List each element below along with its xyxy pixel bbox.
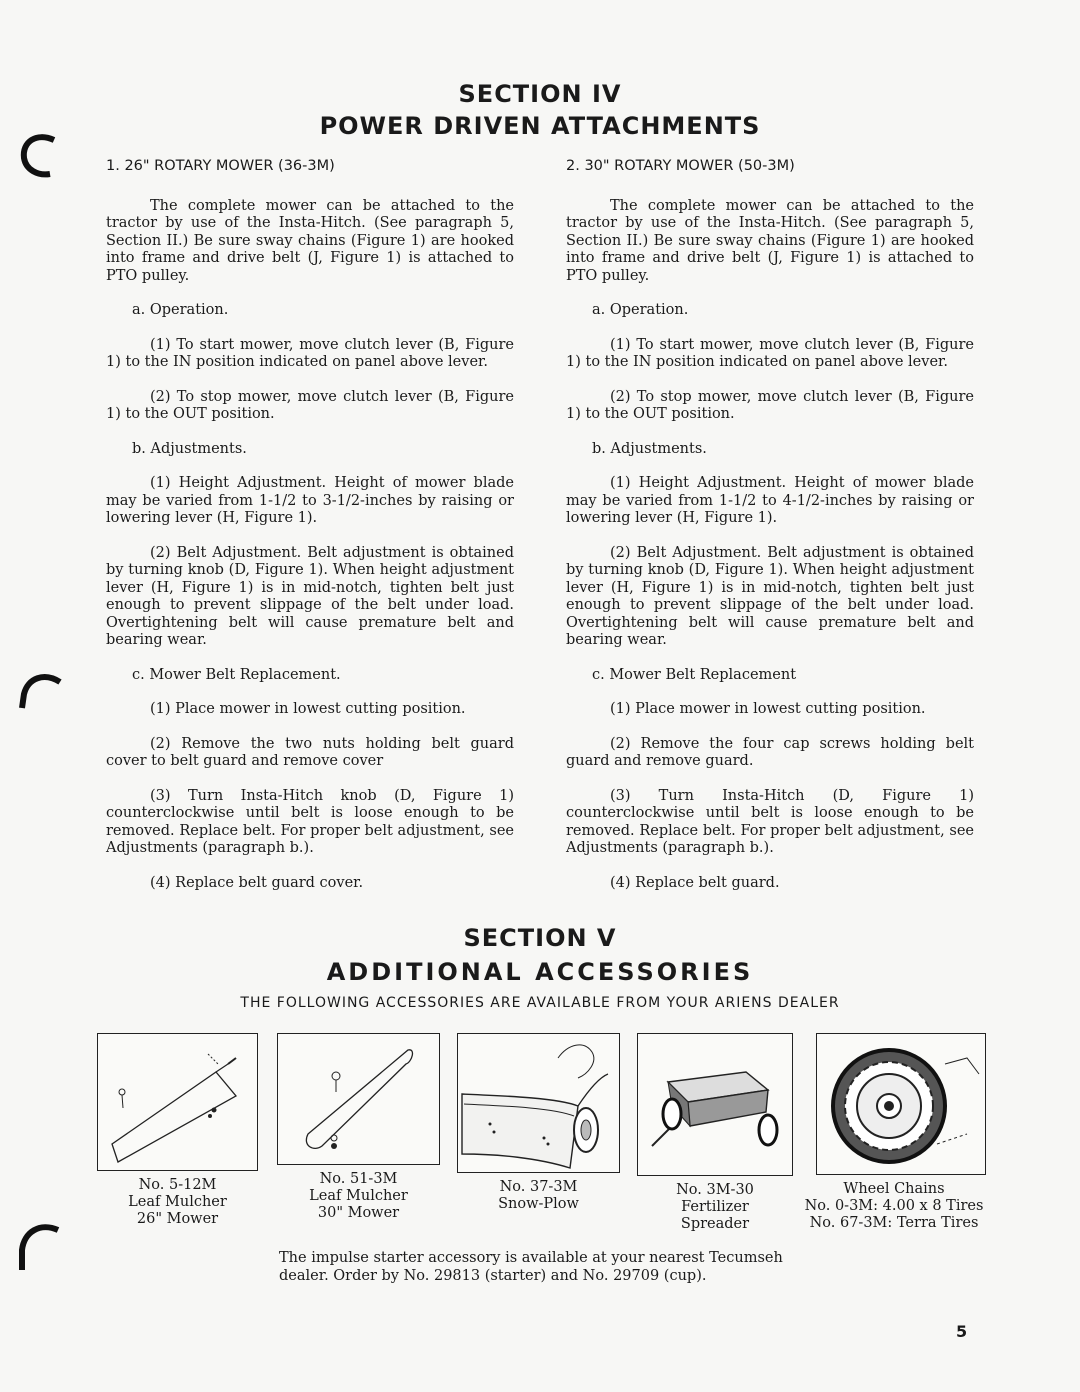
left-heading: 1. 26" ROTARY MOWER (36-3M) [106,158,335,174]
right-replacement-step-2: (2) Remove the four cap screws holding belt guard and remove guard. [566,735,974,769]
right-operation-label: a. Operation. [592,302,689,318]
left-operation-step-1: (1) To start mower, move clutch lever (B, Figure 1) to the IN position indicated on panel above lever. [106,336,514,370]
accessory-snow-plow [457,1033,620,1213]
leaf-mulcher-30-illustration [277,1033,440,1165]
spreader-icon [638,1034,791,1172]
snow-plow-icon [458,1034,618,1169]
right-operation-step-2: (2) To stop mower, move clutch lever (B, Figure 1) to the OUT position. [566,388,974,422]
right-operation-step-1: (1) To start mower, move clutch lever (B, Figure 1) to the IN position indicated on panel above lever. [566,336,974,370]
section-iv-subtitle: POWER DRIVEN ATTACHMENTS [319,112,761,140]
leaf-mulcher-26-illustration [97,1033,258,1171]
accessory-caption: No. 37-3M Snow-Plow [498,1179,579,1212]
right-replacement-step-3: (3) Turn Insta-Hitch (D, Figure 1) counterclockwise until belt is loose enough to be removed. Replace belt. For proper belt adjustment, see Adjustments (paragraph b.). [566,787,974,856]
left-replacement-step-1: (1) Place mower in lowest cutting position. [150,701,466,717]
binder-hole-mark [16,668,64,712]
accessory-leaf-mulcher-26 [97,1033,258,1228]
snow-plow-illustration [457,1033,620,1173]
left-adjustments-label: b. Adjustments. [132,440,247,457]
wheel-chain-icon [817,1034,984,1171]
accessory-caption: No. 51-3M Leaf Mulcher 30" Mower [309,1171,408,1221]
left-intro: The complete mower can be attached to the tractor by use of the Insta-Hitch. (See paragraph 5, Section II.) Be sure sway chains (Figure 1) are hooked into frame and drive belt (J, Figure 1) is attached to PTO pulley. [106,197,514,284]
accessory-fertilizer-spreader [637,1033,793,1233]
accessory-wheel-chains [804,1033,986,1232]
accessories-availability-note: THE FOLLOWING ACCESSORIES ARE AVAILABLE FROM YOUR ARIENS DEALER [240,995,840,1011]
accessory-caption: Wheel Chains No. 0-3M: 4.00 x 8 Tires No. 67-3M: Terra Tires [804,1181,984,1231]
leaf-mulcher-icon [98,1034,256,1167]
right-intro: The complete mower can be attached to the tractor by use of the Insta-Hitch. (See paragraph 5, Section II.) Be sure sway chains (Figure 1) are hooked into frame and drive belt (J, Figure 1) is attached to PTO pulley. [566,197,974,284]
left-replacement-step-2: (2) Remove the two nuts holding belt guard cover to belt guard and remove cover [106,735,514,769]
right-heading: 2. 30" ROTARY MOWER (50-3M) [566,158,795,174]
left-operation-step-2: (2) To stop mower, move clutch lever (B, Figure 1) to the OUT position. [106,388,514,422]
section-v-subtitle: ADDITIONAL ACCESSORIES [326,958,754,986]
left-operation-label: a. Operation. [132,302,229,318]
section-v-title: SECTION V [463,924,617,952]
right-column [566,158,974,909]
page-number: 5 [956,1322,968,1341]
right-adjustment-belt: (2) Belt Adjustment. Belt adjustment is obtained by turning knob (D, Figure 1). When height adjustment lever (H, Figure 1) is in mid-notch, tighten belt just enough to prevent slippage of the belt under load. Overtightening belt will cause premature belt and bearing wear. [566,544,974,648]
right-adjustment-height: (1) Height Adjustment. Height of mower blade may be varied from 1-1/2 to 4-1/2-inches by raising or lowering lever (H, Figure 1). [566,475,974,526]
accessory-caption: No. 5-12M Leaf Mulcher 26" Mower [128,1177,227,1227]
left-replacement-step-3: (3) Turn Insta-Hitch knob (D, Figure 1) counterclockwise until belt is loose enough to be removed. Replace belt. For proper belt adjustment, see Adjustments (paragraph b.). [106,787,514,856]
left-replacement-label: c. Mower Belt Replacement. [132,666,341,683]
left-adjustment-height: (1) Height Adjustment. Height of mower blade may be varied from 1-1/2 to 3-1/2-inches by raising or lowering lever (H, Figure 1). [106,475,514,526]
left-replacement-step-4: (4) Replace belt guard cover. [150,874,364,891]
section-iv-title: SECTION IV [458,80,622,108]
wheel-chains-illustration [816,1033,986,1175]
right-replacement-label: c. Mower Belt Replacement [592,666,797,683]
fertilizer-spreader-illustration [637,1033,793,1176]
left-column [106,158,514,909]
impulse-starter-note: The impulse starter accessory is available at your nearest Tecumseh dealer. Order by No. 29813 (starter) and No. 29709 (cup). [279,1250,783,1284]
left-adjustment-belt: (2) Belt Adjustment. Belt adjustment is obtained by turning knob (D, Figure 1). When height adjustment lever (H, Figure 1) is in mid-notch, tighten belt just enough to prevent slippage of the belt under load. Overtightening belt will cause premature belt and bearing wear. [106,544,514,648]
right-replacement-step-4: (4) Replace belt guard. [610,874,780,891]
accessory-leaf-mulcher-30 [277,1033,440,1222]
binder-hole-mark [14,1220,62,1274]
accessory-caption: No. 3M-30 Fertilizer Spreader [676,1182,754,1232]
right-adjustments-label: b. Adjustments. [592,440,707,457]
leaf-mulcher-icon [278,1034,438,1161]
right-replacement-step-1: (1) Place mower in lowest cutting position. [610,701,926,717]
